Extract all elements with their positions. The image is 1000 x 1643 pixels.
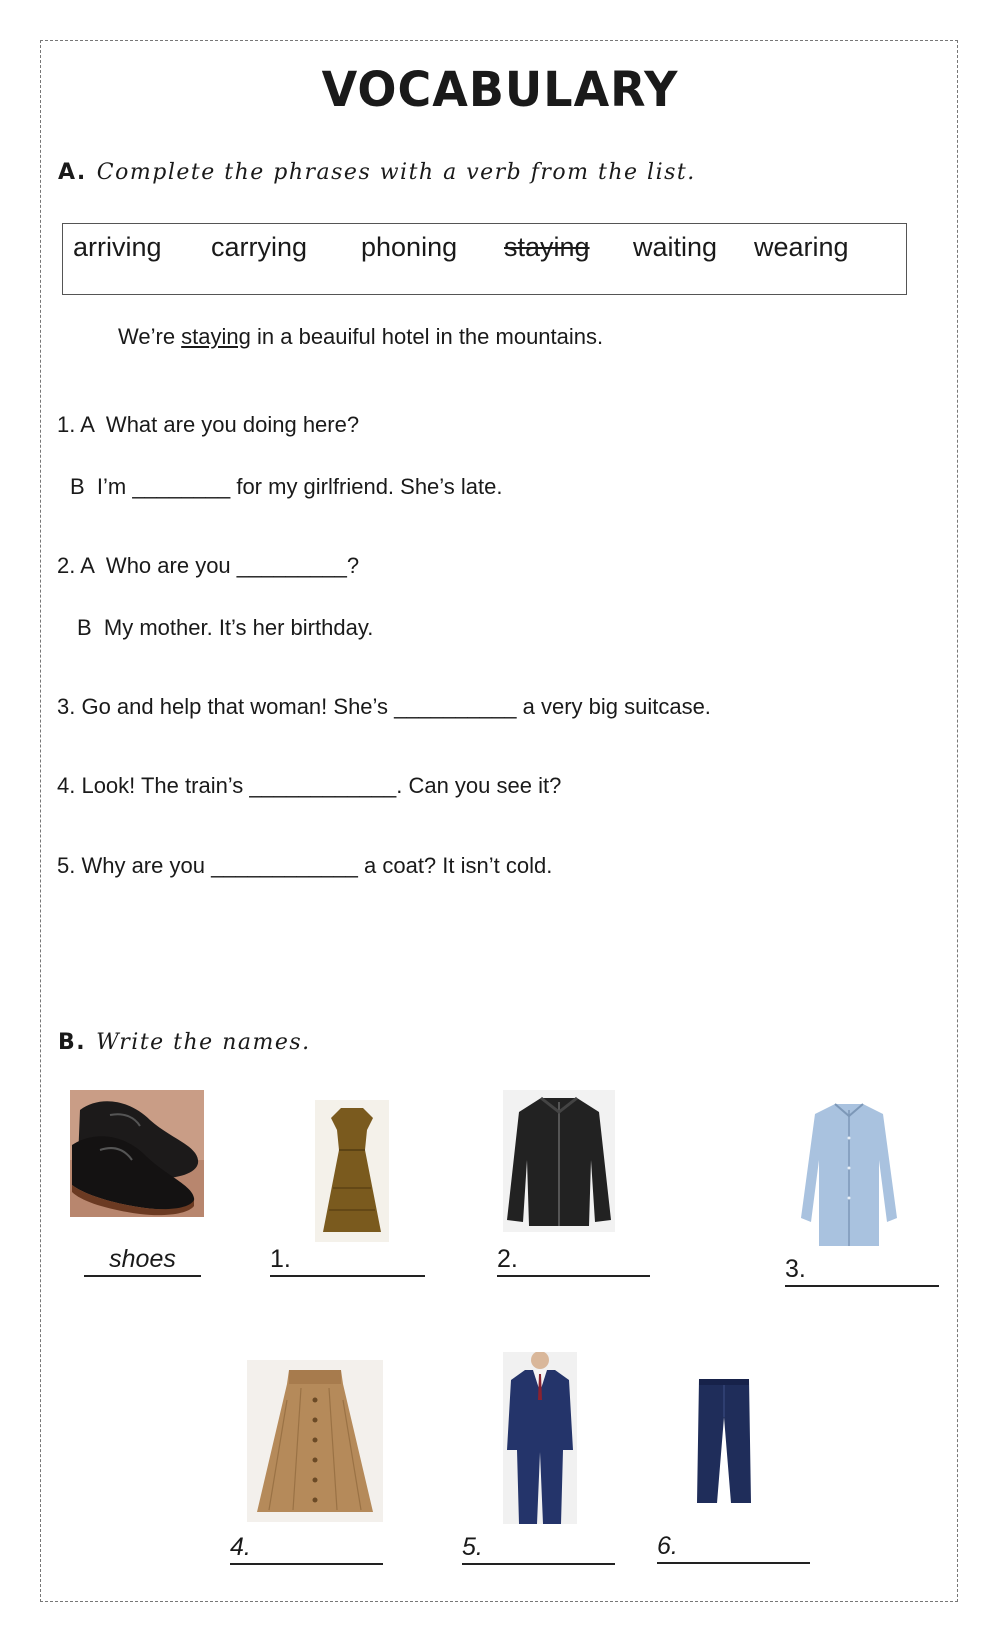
jacket-image	[503, 1090, 615, 1232]
section-a-instruction: Complete the phrases with a verb from the list.	[96, 160, 696, 185]
jeans-image	[693, 1375, 755, 1507]
dress-image	[315, 1100, 389, 1242]
item-2a: 2. A Who are you _________?	[57, 553, 360, 578]
label-1: 1.	[270, 1245, 291, 1273]
item-1a: 1. A What are you doing here?	[57, 412, 360, 437]
word-wearing: wearing	[754, 232, 849, 262]
section-b-heading	[58, 1030, 311, 1055]
answer-line-5	[462, 1533, 615, 1565]
section-b-letter: B.	[58, 1030, 87, 1055]
answer-line-4	[230, 1533, 383, 1565]
label-6: 6.	[657, 1532, 678, 1560]
item-3: 3. Go and help that woman! She’s __________ a very big suitcase.	[57, 694, 711, 719]
example-answer: staying	[181, 324, 251, 349]
item-1b: B I’m ________ for my girlfriend. She’s late.	[70, 474, 503, 499]
example-sentence	[118, 324, 603, 350]
section-a-letter: A.	[58, 160, 87, 185]
answer-shoes	[84, 1245, 201, 1277]
answer-line-2	[497, 1245, 650, 1277]
section-b-instruction: Write the names.	[96, 1030, 311, 1055]
answer-line-6	[657, 1532, 810, 1564]
label-5: 5.	[462, 1533, 483, 1561]
word-list-box	[62, 223, 907, 295]
label-4: 4.	[230, 1533, 251, 1561]
item-4: 4. Look! The train’s ____________. Can you see it?	[57, 773, 562, 798]
suit-image	[503, 1352, 577, 1524]
word-staying: staying	[504, 232, 590, 262]
shirt-image	[797, 1098, 901, 1250]
word-phoning: phoning	[361, 232, 458, 262]
word-arriving: arriving	[73, 232, 162, 262]
example-after: in a beauiful hotel in the mountains.	[250, 324, 604, 349]
section-a-heading	[58, 160, 696, 185]
label-3: 3.	[785, 1255, 806, 1283]
label-2: 2.	[497, 1245, 518, 1273]
item-2b: B My mother. It’s her birthday.	[77, 615, 374, 640]
word-waiting: waiting	[633, 232, 718, 262]
item-5: 5. Why are you ____________ a coat? It isn’t cold.	[57, 853, 553, 878]
page-title: VOCABULARY	[321, 60, 679, 118]
skirt-image	[247, 1360, 383, 1522]
answer-line-1	[270, 1245, 425, 1277]
answer-shoes-text: shoes	[109, 1245, 176, 1273]
shoes-image	[70, 1090, 204, 1217]
example-before: We’re	[118, 324, 182, 349]
word-carrying: carrying	[211, 232, 308, 262]
answer-line-3	[785, 1255, 939, 1287]
